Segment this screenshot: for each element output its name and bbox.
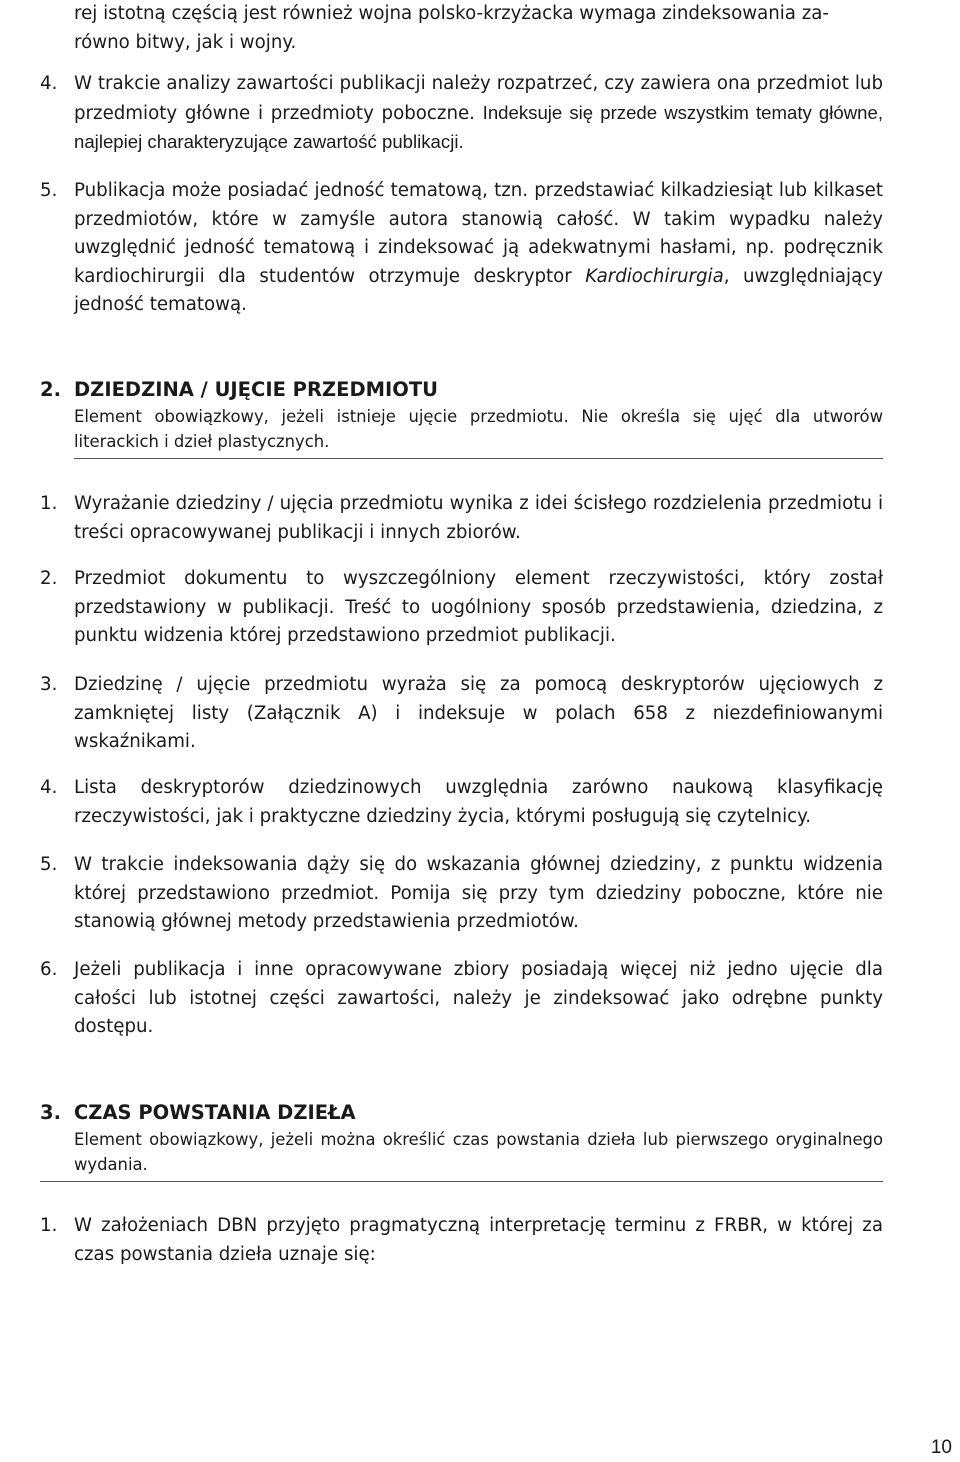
- section-title: DZIEDZINA / UJĘCIE PRZEDMIOTU: [74, 378, 439, 401]
- list-item-number: 4.: [40, 73, 58, 94]
- continuation-line-2: równo bitwy, jak i wojny.: [74, 31, 297, 53]
- section-header: [40, 376, 883, 454]
- list-item-number: 5.: [40, 180, 58, 201]
- list-item-text: W trakcie analizy zawartości publikacji należy rozpatrzeć, czy zawiera ona przedmiot lub przedmioty główne i przedmioty poboczne.: [74, 73, 883, 124]
- list-item-number: 1.: [40, 493, 58, 514]
- list-item-number: 1.: [40, 1215, 58, 1236]
- section-title: CZAS POWSTANIA DZIEŁA: [74, 1101, 356, 1124]
- section-divider: [40, 1181, 883, 1182]
- section-header: [40, 1099, 883, 1177]
- descriptor-italic: Kardiochirurgia: [585, 265, 724, 287]
- list-item: [40, 177, 883, 320]
- page-number: 10: [930, 1437, 952, 1458]
- list-item-number: 3.: [40, 674, 58, 695]
- list-item-number: 4.: [40, 777, 58, 798]
- list-item: [40, 774, 883, 831]
- list-item-text: W trakcie indeksowania dąży się do wskazania głównej dziedziny, z punktu widzenia której przedstawiono przedmiot. Pomija się przy tym dziedziny poboczne, które nie stanowią głównej metody przedstawienia przedmiotów.: [74, 854, 883, 932]
- section-number: 2.: [40, 378, 61, 401]
- list-item: [40, 1212, 883, 1269]
- list-item-text: Dziedzinę / ujęcie przedmiotu wyraża się za pomocą deskryptorów ujęciowych z zamkniętej listy (Załącznik A) i indeksuje w polach 658 z niezdefiniowanymi wskaźnikami.: [74, 674, 883, 752]
- list-item-number: 6.: [40, 959, 58, 980]
- list-item-text: Publikacja może posiadać jedność tematową, tzn. przedstawiać kilkadziesiąt lub kilkaset przedmiotów, które w zamyśle autora stanowią całość. W takim wypadku należy uwzględnić jedność tematową i zindeksować ją adekwatnymi hasłami, np. podręcznik kardiochirurgii dla studentów otrzymuje deskryptor: [74, 180, 883, 287]
- section-description: Element obowiązkowy, jeżeli można określić czas powstania dzieła lub pierwszego oryginalnego wydania.: [74, 1130, 883, 1174]
- list-item-text: Przedmiot dokumentu to wyszczególniony element rzeczywistości, który został przedstawiony w publikacji. Treść to uogólniony sposób przedstawienia, dziedzina, z punktu widzenia której przedstawiono przedmiot publikacji.: [74, 568, 883, 646]
- section-number: 3.: [40, 1101, 61, 1124]
- list-item: [40, 490, 883, 547]
- list-item-number: 5.: [40, 854, 58, 875]
- section-divider: [74, 458, 883, 459]
- list-item: [40, 70, 883, 158]
- list-item-text: Wyrażanie dziedziny / ujęcia przedmiotu wynika z idei ścisłego rozdzielenia przedmiotu i treści opracowywanej publikacji i innych zbiorów.: [74, 493, 883, 543]
- list-item: [40, 851, 883, 937]
- continuation-paragraph: [40, 0, 883, 57]
- list-item-text-end: , uwzględniający jedność tematową.: [74, 265, 884, 315]
- continuation-line-1: rej istotną częścią jest również wojna polsko-krzyżacka wymaga zindeksowania za-: [74, 3, 829, 24]
- section-description: Element obowiązkowy, jeżeli istnieje ujęcie przedmiotu. Nie określa się ujęć dla utworów literackich i dzieł plastycznych.: [74, 407, 883, 451]
- list-item-text: Jeżeli publikacja i inne opracowywane zbiory posiadają więcej niż jedno ujęcie dla całości lub istotnej części zawartości, należy je zindeksować jako odrębne punkty dostępu.: [74, 959, 883, 1037]
- list-item: [40, 671, 883, 757]
- list-item: [40, 565, 883, 651]
- list-item: [40, 956, 883, 1042]
- list-item-text: Lista deskryptorów dziedzinowych uwzględnia zarówno naukową klasyfikację rzeczywistości, jak i praktyczne dziedziny życia, którymi posługują się czytelnicy.: [74, 777, 883, 827]
- list-item-number: 2.: [40, 568, 58, 589]
- list-item-text: W założeniach DBN przyjęto pragmatyczną interpretację terminu z FRBR, w której za czas powstania dzieła uznaje się:: [74, 1215, 883, 1265]
- list-item-text-secondary: Indeksuje się przede wszystkim tematy główne, najlepiej charakteryzujące zawartość publikacji.: [74, 101, 883, 152]
